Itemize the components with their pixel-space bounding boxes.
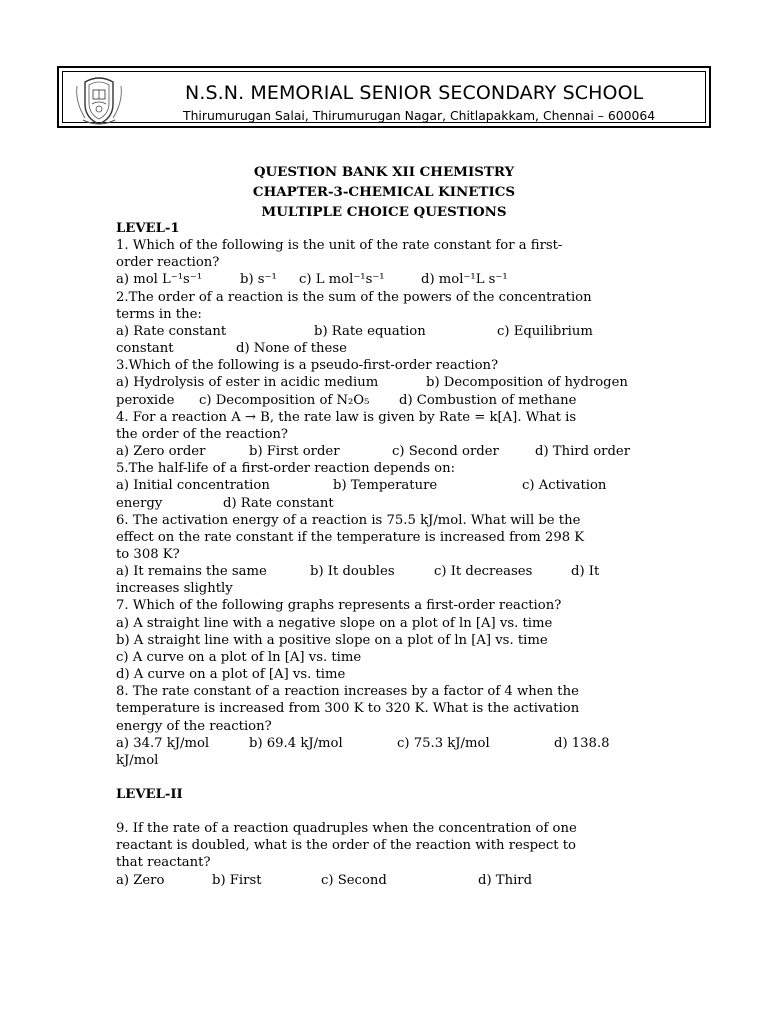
- question-8: [116, 683, 656, 769]
- question-text: effect on the rate constant if the temperature is increased from 298 K: [116, 529, 585, 545]
- option-d: d) None of these: [236, 341, 347, 357]
- options-row: [116, 323, 656, 340]
- option-c: c) A curve on a plot of ln [A] vs. time: [116, 649, 362, 665]
- question-text: the order of the reaction?: [116, 426, 288, 442]
- question-text: 1. Which of the following is the unit of the rate constant for a first-: [116, 238, 563, 254]
- option-a: a) Rate constant: [116, 323, 227, 339]
- option-c: c) 75.3 kJ/mol: [397, 735, 490, 751]
- question-text: temperature is increased from 300 K to 320 K. What is the activation: [116, 701, 580, 717]
- option-a: a) Zero order: [116, 444, 206, 460]
- option-d: d) Third order: [535, 444, 631, 460]
- question-text: 3.Which of the following is a pseudo-first-order reaction?: [116, 358, 499, 374]
- question-7: [116, 597, 656, 683]
- option-d: d) A curve on a plot of [A] vs. time: [116, 667, 346, 683]
- question-4: [116, 409, 656, 460]
- question-3: [116, 357, 656, 408]
- school-name: N.S.N. MEMORIAL SENIOR SECONDARY SCHOOL: [185, 82, 644, 104]
- options-row: [116, 872, 656, 889]
- question-text: order reaction?: [116, 255, 220, 271]
- question-list: [116, 220, 656, 889]
- option-c-cont: constant: [116, 341, 174, 357]
- title-line-3: MULTIPLE CHOICE QUESTIONS: [261, 204, 507, 220]
- spacer: [116, 769, 656, 786]
- question-text: to 308 K?: [116, 546, 180, 562]
- option-b-cont: peroxide: [116, 392, 175, 408]
- level-1-heading: LEVEL-1: [116, 221, 180, 236]
- question-text: that reactant?: [116, 855, 211, 871]
- option-c: c) Second order: [392, 444, 499, 460]
- options-row: [116, 735, 656, 752]
- option-b: b) First order: [249, 444, 340, 460]
- question-text: terms in the:: [116, 306, 202, 322]
- question-text: 8. The rate constant of a reaction increases by a factor of 4 when the: [116, 684, 579, 700]
- option-b: b) 69.4 kJ/mol: [249, 735, 343, 751]
- option-b: b) Decomposition of hydrogen: [426, 375, 628, 391]
- options-row: [116, 374, 656, 391]
- title-line-2: CHAPTER-3-CHEMICAL KINETICS: [252, 184, 516, 200]
- options-row: [116, 443, 656, 460]
- option-a: a) A straight line with a negative slope on a plot of ln [A] vs. time: [116, 615, 553, 631]
- option-a: a) mol L⁻¹s⁻¹: [116, 272, 203, 288]
- question-text: 9. If the rate of a reaction quadruples when the concentration of one: [116, 821, 577, 837]
- option-c: c) Activation: [522, 478, 607, 494]
- question-text: 4. For a reaction A → B, the rate law is given by Rate = k[A]. What is: [116, 409, 577, 425]
- title-line-1: QUESTION BANK XII CHEMISTRY: [253, 164, 515, 180]
- question-text: 6. The activation energy of a reaction is 75.5 kJ/mol. What will be the: [116, 512, 581, 528]
- options-row: [116, 392, 656, 409]
- option-c: c) L mol⁻¹s⁻¹: [299, 272, 385, 288]
- options-row: [116, 477, 656, 494]
- level-2-heading: LEVEL-II: [116, 787, 183, 802]
- option-a: a) It remains the same: [116, 564, 267, 580]
- document-titles: [0, 162, 768, 222]
- option-c-cont: energy: [116, 495, 163, 511]
- spacer: [116, 803, 656, 820]
- option-b: b) It doubles: [310, 564, 395, 580]
- option-d: d) 138.8: [554, 735, 610, 751]
- option-b: b) A straight line with a positive slope on a plot of ln [A] vs. time: [116, 632, 548, 648]
- option-d: d) It: [571, 564, 600, 580]
- options-row: [116, 271, 656, 288]
- options-row: [116, 495, 656, 512]
- question-9: [116, 820, 656, 889]
- school-address: Thirumurugan Salai, Thirumurugan Nagar, Chitlapakkam, Chennai – 600064: [183, 108, 656, 123]
- option-c: c) It decreases: [434, 564, 533, 580]
- question-text: 2.The order of a reaction is the sum of the powers of the concentration: [116, 289, 592, 305]
- option-a: a) Initial concentration: [116, 478, 270, 494]
- header-inner-border: [62, 71, 706, 123]
- question-text: 7. Which of the following graphs represents a first-order reaction?: [116, 598, 562, 614]
- option-c: c) Equilibrium: [497, 323, 593, 339]
- question-text: 5.The half-life of a first-order reaction depends on:: [116, 461, 456, 477]
- question-2: [116, 289, 656, 358]
- question-1: [116, 237, 656, 288]
- option-a: a) 34.7 kJ/mol: [116, 735, 210, 751]
- question-5: [116, 460, 656, 511]
- options-row: [116, 563, 656, 580]
- question-text: reactant is doubled, what is the order of the reaction with respect to: [116, 838, 576, 854]
- option-b: b) First: [212, 872, 262, 888]
- option-d-cont: increases slightly: [116, 581, 233, 597]
- option-a: a) Hydrolysis of ester in acidic medium: [116, 375, 379, 391]
- option-a: a) Zero: [116, 872, 165, 888]
- school-header: [57, 66, 711, 128]
- option-d: d) mol⁻¹L s⁻¹: [421, 272, 508, 288]
- option-d: d) Third: [478, 872, 533, 888]
- option-b: b) s⁻¹: [240, 272, 277, 288]
- options-row: [116, 340, 656, 357]
- question-6: [116, 512, 656, 598]
- question-text: energy of the reaction?: [116, 718, 272, 734]
- school-crest-icon: [71, 74, 127, 126]
- option-c: c) Decomposition of N₂O₅: [199, 392, 370, 408]
- option-b: b) Rate equation: [314, 323, 426, 339]
- option-d: d) Rate constant: [223, 495, 334, 511]
- option-d: d) Combustion of methane: [399, 392, 577, 408]
- option-d-cont: kJ/mol: [116, 752, 159, 768]
- option-c: c) Second: [321, 872, 387, 888]
- option-b: b) Temperature: [333, 478, 438, 494]
